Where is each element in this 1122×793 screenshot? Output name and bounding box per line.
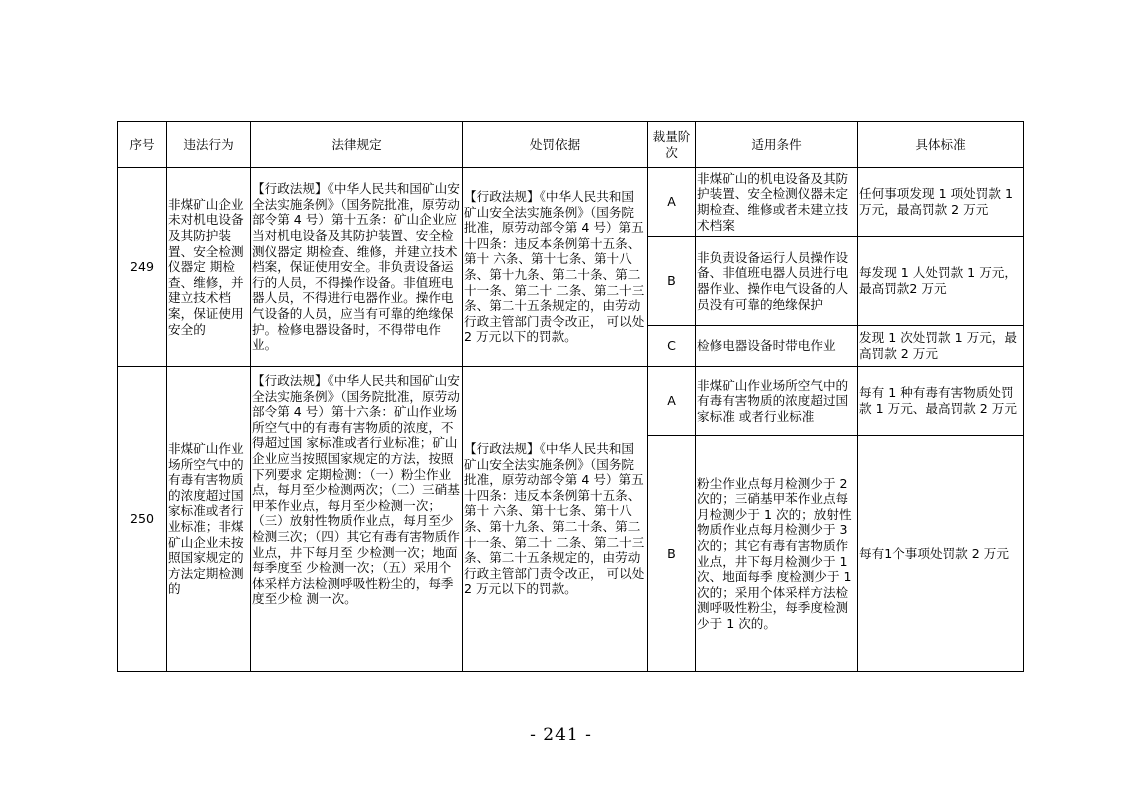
tier-standard: 每有 1 种有毒有害物质处罚款 1 万元、最高罚款 2 万元 [858,367,1024,436]
tier-standard: 每发现 1 人处罚款 1 万元，最高罚款2 万元 [858,237,1024,326]
record-seq: 250 [118,367,167,672]
header-law: 法律规定 [251,122,463,168]
tier-label: B [648,436,696,672]
tier-condition: 非煤矿山的机电设备及其防护装置、安全检测仪器未定期检查、维修或者未建立技术档案 [696,168,858,237]
tier-standard: 任何事项发现 1 项处罚款 1 万元，最高罚款 2 万元 [858,168,1024,237]
tier-condition: 检修电器设备时带电作业 [696,326,858,367]
header-violation: 违法行为 [167,122,251,168]
tier-label: A [648,367,696,436]
record-violation: 非煤矿山作业场所空气中的有毒有害物质的浓度超过国家标准或者行业标准；非煤矿山企业未按照国家规定的方法定期检测的 [167,367,251,672]
record-violation: 非煤矿山企业未对机电设备及其防护装置、安全检测仪器定 期检查、维修，并建立技术档案，保证使用安全的 [167,168,251,367]
tier-condition: 粉尘作业点每月检测少于 2 次的；三硝基甲苯作业点每月检测少于 1 次的；放射性物质作业点每月检测少于 3 次的；其它有毒有害物质作业点，井下每月检测少于 1 次、地面每季 度检测少于 1 次的；采用个体采样方法检测呼吸性粉尘，每季度检测少于 1 次的。 [696,436,858,672]
header-standard: 具体标准 [858,122,1024,168]
tier-label: C [648,326,696,367]
tier-condition: 非负责设备运行人员操作设备、非值班电器人员进行电器作业、操作电气设备的人员没有可靠的绝缘保护 [696,237,858,326]
table-header-row [118,122,1024,168]
record-seq: 249 [118,168,167,367]
page-number: - 241 - [530,725,592,745]
record-penalty-basis: 【行政法规】《中华人民共和国矿山安全法实施条例》（国务院批准，原劳动部令第 4 号）第五十四条：违反本条例第十五条、第十 六条、第十七条、第十八条、第十九条、第二十条、第二十一条、第二十 二条、第二十三条、第二十五条规定的，由劳动行政主管部门责令改正， 可以处 2 万元以下的罚款。 [463,168,648,367]
header-condition: 适用条件 [696,122,858,168]
record-law: 【行政法规】《中华人民共和国矿山安全法实施条例》（国务院批准，原劳动部令第 4 号）第十六条：矿山作业场所空气中的有毒有害物质的浓度，不得超过国 家标准或者行业标准；矿山企业应当按照国家规定的方法，按照下列要求 定期检测：（一）粉尘作业点，每月至少检测两次；（二）三硝基甲苯作业点，每月至少检测一次；（三）放射性物质作业点，每月至少检测三次；（四）其它有毒有害物质作业点，井下每月至 少检测一次；地面每季度至 少检测一次；（五）采用个体采样方法检测呼吸性粉尘的，每季度至少检 测一次。 [251,367,463,672]
header-penalty-basis: 处罚依据 [463,122,648,168]
record-law: 【行政法规】《中华人民共和国矿山安全法实施条例》（国务院批准，原劳动部令第 4 号）第十五条：矿山企业应当对机电设备及其防护装置、安全检测仪器定 期检查、维修，并建立技术档案，保证使用安全。非负责设备运行的人员，不得操作设备。非值班电器人员，不得进行电器作业。操作电气设备的人员，应当有可靠的绝缘保护。检修电器设备时，不得带电作业。 [251,168,463,367]
table-row [118,367,1024,436]
penalty-standard-table [117,121,1024,672]
record-penalty-basis: 【行政法规】《中华人民共和国矿山安全法实施条例》（国务院批准，原劳动部令第 4 号）第五十四条：违反本条例第十五条、第十 六条、第十七条、第十八条、第十九条、第二十条、第二十一条、第二十 二条、第二十三条、第二十五条规定的，由劳动行政主管部门责令改正， 可以处 2 万元以下的罚款。 [463,367,648,672]
table-row [118,168,1024,237]
tier-standard: 发现 1 次处罚款 1 万元，最高罚款 2 万元 [858,326,1024,367]
header-tier: 裁量阶次 [648,122,696,168]
tier-label: A [648,168,696,237]
tier-standard: 每有1个事项处罚款 2 万元 [858,436,1024,672]
header-seq: 序号 [118,122,167,168]
tier-label: B [648,237,696,326]
tier-condition: 非煤矿山作业场所空气中的有毒有害物质的浓度超过国家标准 或者行业标准 [696,367,858,436]
